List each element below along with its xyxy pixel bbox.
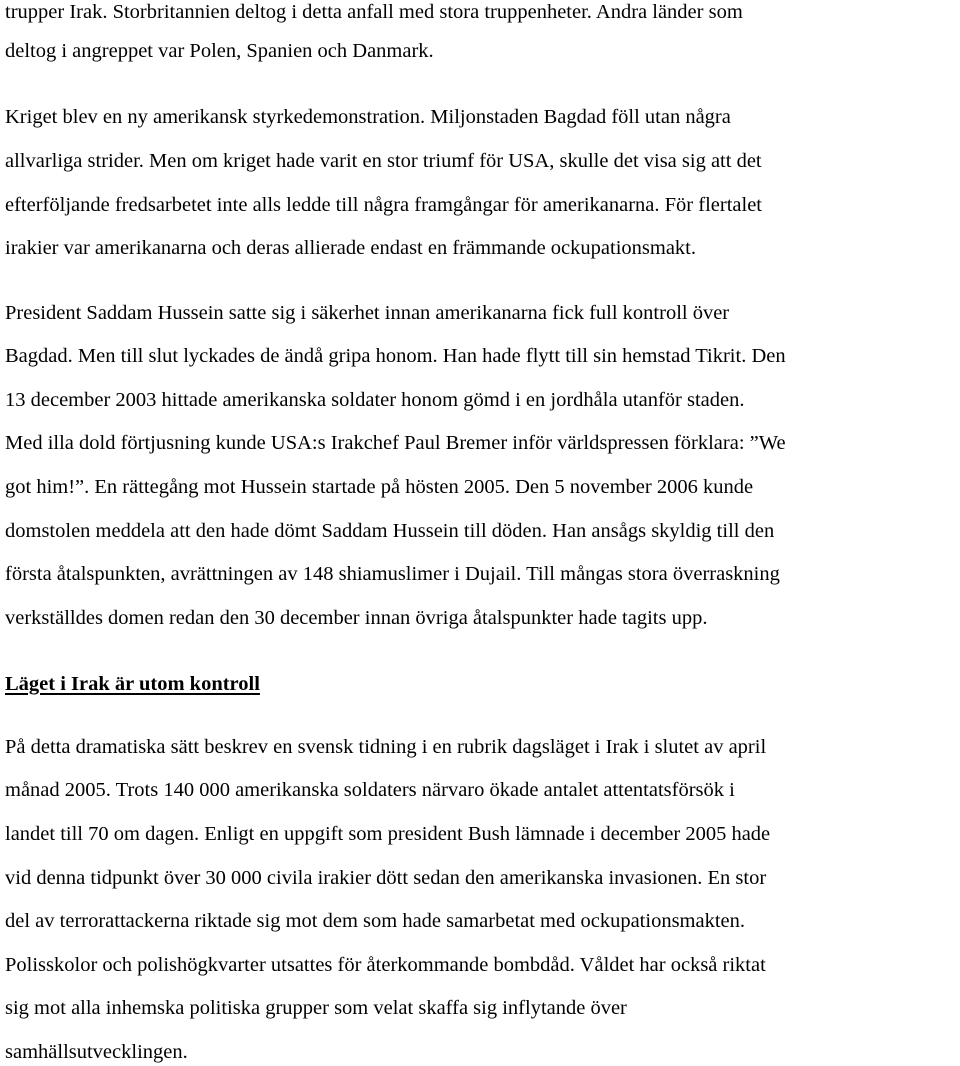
text-line: sig mot alla inhemska politiska grupper som velat skaffa sig inflytande över bbox=[5, 997, 627, 1019]
text-line: trupper Irak. Storbritannien deltog i detta anfall med stora truppenheter. Andra länder som bbox=[5, 1, 743, 23]
text-line: första åtalspunkten, avrättningen av 148 shiamuslimer i Dujail. Till mångas stora överraskning bbox=[5, 563, 780, 585]
text-line: allvarliga strider. Men om kriget hade varit en stor triumf för USA, skulle det visa sig att det bbox=[5, 150, 762, 172]
text-line: domstolen meddela att den hade dömt Saddam Hussein till döden. Han ansågs skyldig till den bbox=[5, 520, 775, 542]
text-line: landet till 70 om dagen. Enligt en uppgift som president Bush lämnade i december 2005 hade bbox=[5, 823, 771, 845]
text-line: samhällsutvecklingen. bbox=[5, 1041, 188, 1063]
text-line: verkställdes domen redan den 30 december innan övriga åtalspunkter hade tagits upp. bbox=[5, 607, 708, 629]
text-line: Bagdad. Men till slut lyckades de ändå gripa honom. Han hade flytt till sin hemstad Tikrit. Den bbox=[5, 345, 786, 367]
text-line: 13 december 2003 hittade amerikanska soldater honom gömd i en jordhåla utanför staden. bbox=[5, 389, 745, 411]
text-line: Polisskolor och polishögkvarter utsattes för återkommande bombdåd. Våldet har också riktat bbox=[5, 954, 766, 976]
text-line: del av terrorattackerna riktade sig mot dem som hade samarbetat med ockupationsmakten. bbox=[5, 910, 746, 932]
text-line: Kriget blev en ny amerikansk styrkedemonstration. Miljonstaden Bagdad föll utan några bbox=[5, 106, 731, 128]
section-heading: Läget i Irak är utom kontroll bbox=[5, 673, 260, 695]
text-line: På detta dramatiska sätt beskrev en svensk tidning i en rubrik dagsläget i Irak i slutet av april bbox=[5, 736, 767, 758]
text-line: President Saddam Hussein satte sig i säkerhet innan amerikanarna fick full kontroll över bbox=[5, 302, 730, 324]
text-line: got him!”. En rättegång mot Hussein startade på hösten 2005. Den 5 november 2006 kunde bbox=[5, 476, 754, 498]
text-line: efterföljande fredsarbetet inte alls ledde till några framgångar för amerikanarna. För flertalet bbox=[5, 194, 762, 216]
text-line: månad 2005. Trots 140 000 amerikanska soldaters närvaro ökade antalet attentatsförsök i bbox=[5, 779, 735, 801]
text-line: deltog i angreppet var Polen, Spanien och Danmark. bbox=[5, 40, 434, 62]
text-line: vid denna tidpunkt över 30 000 civila irakier dött sedan den amerikanska invasionen. En stor bbox=[5, 867, 767, 889]
text-line: irakier var amerikanarna och deras allierade endast en främmande ockupationsmakt. bbox=[5, 237, 696, 259]
text-line: Med illa dold förtjusning kunde USA:s Irakchef Paul Bremer inför världspressen förklara: ”We bbox=[5, 432, 786, 454]
